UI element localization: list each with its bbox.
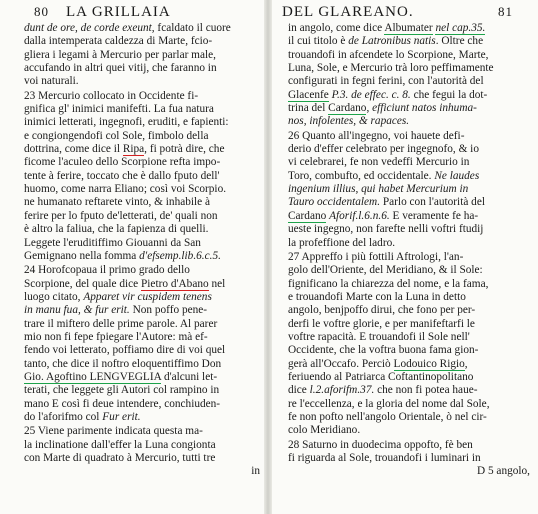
text-segment: Non poffo pene- (129, 304, 208, 317)
text-line (288, 318, 530, 331)
text-line (288, 358, 530, 371)
text-segment: feriuendo al Patriarca Coftantinopolitano (288, 370, 474, 383)
page-number: 80 (34, 4, 49, 19)
text-line (24, 264, 260, 277)
text-segment: D 5 angolo, (476, 465, 530, 478)
text-line (24, 384, 260, 397)
text-segment: , fi potrà dire, che (144, 143, 225, 156)
text-segment: P.3. de effec. c. 8. (331, 88, 411, 101)
text-line (24, 103, 260, 116)
text-segment: trouandofi in afcendete lo Scorpione, Marte, (288, 48, 489, 61)
text-segment: 26 Quanto all'ingegno, voi hauete defi- (288, 129, 465, 142)
text-line (24, 49, 260, 62)
text-line (24, 250, 260, 263)
text-segment: con Marte di quadrato à Mercurio, tutti tre (24, 452, 216, 464)
text-line (24, 358, 260, 371)
text-segment: luogo citato, (24, 290, 84, 303)
text-segment: dalla intemperata caldezza di Marte, fcio- (24, 35, 213, 48)
text-line (288, 344, 530, 357)
text-segment: golo dell'Oriente, del Meridiano, & il Sole: (288, 264, 483, 277)
text-segment: fcaldato il cuore (154, 22, 231, 34)
text-line (288, 62, 530, 75)
text-line (24, 156, 260, 169)
text-segment: efficiunt natos inhuma- (372, 102, 477, 115)
highlighted-reference: nel cap.35. (435, 22, 486, 34)
highlighted-reference: Pietro d'Abano (141, 277, 209, 290)
text-segment: Parlo con l'autorità del (380, 196, 485, 209)
text-line (288, 291, 530, 304)
text-segment: derfi le voftre glorie, e per manifeftarfi le (288, 317, 475, 330)
text-line (24, 452, 260, 465)
text-segment: Leggete l'eruditiffimo Giouanni da San (24, 236, 201, 249)
right-page-header (270, 4, 538, 22)
text-segment: nos, infolentes, & rapaces. (288, 115, 410, 128)
text-segment: Gemignano nella fomma (24, 249, 140, 262)
text-line (288, 264, 530, 277)
text-line (24, 411, 260, 424)
text-segment: re l'eccellenza, e la gloria del nome dal Sole, (288, 397, 490, 410)
text-segment: inimici letterati, ingegnofi, eruditi, e fapienti: (24, 116, 229, 129)
text-segment: d'efsemp.lib.6.c.5. (139, 249, 221, 262)
text-line (288, 89, 530, 102)
text-line (24, 439, 260, 452)
text-line (288, 223, 530, 236)
text-segment: che non fi potea haue- (374, 384, 478, 397)
catchword-line (288, 465, 530, 478)
text-segment: derio d'effer celebrato per ingegnofo, & io (288, 143, 479, 156)
left-page (0, 0, 266, 514)
text-segment: dice (288, 384, 310, 397)
text-segment: do l'aforifmo col (24, 410, 103, 423)
text-segment: il cui titolo è (288, 35, 349, 48)
left-page-body (24, 22, 260, 479)
text-line (288, 75, 530, 88)
text-line (24, 196, 260, 209)
text-segment: tente à ferire, toccato che è dallo fputo dell' (24, 169, 220, 182)
text-segment: . Oltre che (435, 35, 484, 48)
text-segment: trare il miftero delle prime parole. Al parer (24, 317, 218, 330)
running-head: LA GRILLAIA (66, 4, 171, 20)
text-segment: 27 Appreffo i più fottili Aftrologi, l'an- (288, 250, 464, 263)
text-line (24, 143, 260, 156)
highlighted-reference: Gio. Agoftino LENGVEGLIA (24, 370, 162, 383)
left-page-header (0, 4, 266, 22)
text-segment: 25 Viene parimente indicata questa ma- (24, 425, 203, 438)
text-segment: d'alcuni let- (161, 370, 218, 383)
text-segment: Tauro occidentalem. (288, 196, 381, 209)
text-segment: gerà all'Occafo. Perciò (288, 357, 394, 370)
text-line (24, 130, 260, 143)
text-segment: in (251, 465, 260, 478)
text-segment: nel (208, 277, 226, 290)
text-segment: l.2.aforifm.37. (309, 384, 375, 397)
text-segment: ueste ingegno, non farefte nelli voftri ftudij (288, 223, 484, 236)
text-line (24, 183, 260, 196)
text-line (288, 237, 530, 250)
text-line (24, 344, 260, 357)
text-segment: ingenium illius, qui habet Mercurium in (288, 183, 469, 196)
text-segment: gnifica gl' inimici manifefti. La fua natura (24, 103, 214, 116)
text-segment: Ne laudes (434, 169, 480, 182)
text-line (24, 304, 260, 317)
text-line (288, 398, 530, 411)
text-line (288, 183, 530, 196)
text-segment: è altro la faliua, che la fapienza di quelli. (24, 223, 209, 236)
text-line (288, 22, 530, 35)
text-line (288, 331, 530, 344)
text-line (288, 384, 530, 397)
text-segment: in manu fua, & fur erit. (24, 304, 130, 317)
text-segment: Luna, Sole, e Mercurio trà loro peffimamente (288, 62, 494, 75)
text-segment: fe non pofto nell'angolo Orientale, ò nel cir- (288, 410, 487, 423)
text-line (288, 49, 530, 62)
text-segment: de Latronibus natis (348, 35, 436, 48)
text-line (24, 116, 260, 129)
text-line (24, 371, 260, 384)
text-line (24, 331, 260, 344)
text-line (288, 170, 530, 183)
text-line (288, 304, 530, 317)
text-line (288, 210, 530, 223)
text-line (288, 452, 530, 465)
text-segment: gliera i legami à Mercurio per parlar male, (24, 48, 216, 61)
text-segment: E veramente fe ha- (389, 209, 479, 222)
text-segment: , (366, 102, 373, 115)
highlighted-reference: Ripa (122, 143, 145, 156)
text-segment: dunt de ore, de corde exeunt, (24, 22, 155, 34)
text-segment: Toro, combufto, ed occidentale. (288, 169, 435, 182)
text-segment: Aforif.l.6.n.6. (329, 209, 390, 222)
highlighted-reference: Albumater (384, 22, 433, 34)
text-line (24, 318, 260, 331)
text-line (288, 102, 530, 115)
text-line (288, 130, 530, 143)
running-head: DEL GLAREANO. (282, 4, 414, 20)
text-line (288, 439, 530, 452)
text-line (24, 291, 260, 304)
text-segment: la profeffione del ladro. (288, 236, 396, 249)
text-line (288, 371, 530, 384)
text-segment: vi celebrarei, fe non vedeffi Mercurio in (288, 156, 470, 169)
text-segment: angolo, benjpoffo dirui, che fono per per- (288, 304, 476, 317)
text-segment: Occidente, che la voftra buona fama gion- (288, 344, 479, 357)
text-segment: configurati in fegni ferini, con l'autorità del (288, 75, 484, 88)
text-segment: Scorpione, del quale dice (24, 277, 142, 290)
text-segment: 23 Mercurio collocato in Occidente fi- (24, 89, 199, 102)
text-segment: Fur erit. (102, 410, 141, 423)
highlighted-reference: Cardano (288, 209, 327, 222)
highlighted-reference: Cardano (328, 102, 367, 115)
text-segment: 24 Horofcopaua il primo grado dello (24, 264, 190, 277)
text-segment: ficome l'aculeo dello Scorpione refta impo- (24, 156, 221, 169)
text-line (24, 425, 260, 438)
text-segment: che fegui la dot- (410, 88, 488, 101)
text-line (288, 411, 530, 424)
text-line (24, 75, 260, 88)
text-line (24, 210, 260, 223)
text-line (24, 398, 260, 411)
text-segment: e trouandofi Marte con la Luna in detto (288, 290, 466, 303)
text-line (24, 90, 260, 103)
text-segment: dottrina, come dice il (24, 143, 123, 156)
text-line (288, 424, 530, 437)
text-line (24, 35, 260, 48)
text-segment: fignificano la chiarezza del nome, e la fama, (288, 277, 489, 290)
text-line (288, 156, 530, 169)
catchword-line (24, 465, 260, 478)
text-segment: terati, che leggete gli Autori col rampino in (24, 384, 220, 397)
text-line (24, 62, 260, 75)
text-line (288, 278, 530, 291)
text-line (288, 143, 530, 156)
text-segment: fendo voi letterato, poffiamo dire di voi quel (24, 344, 226, 357)
highlighted-reference: Lodouico Rigio (393, 357, 465, 370)
text-segment: accufando in altri quei vitij, che faranno in (24, 62, 217, 75)
text-segment: Apparet vir cuspidem tenens (83, 290, 212, 303)
text-line (24, 278, 260, 291)
text-segment: 28 Saturno in duodecima oppofto, fè ben (288, 438, 473, 451)
text-segment: voi naturali. (24, 75, 79, 88)
text-segment: mio non fi fepe fpiegare l'Autore: mà ef- (24, 330, 208, 343)
text-line (24, 22, 260, 35)
highlighted-reference: Glacenfe (288, 88, 329, 101)
text-segment: voftre rapacità. E trouandofi il Sole nell' (288, 330, 470, 343)
text-segment: fi riguarda al Sole, trouandofi i luminari in (288, 452, 481, 464)
text-segment: , (464, 357, 468, 370)
text-segment: la inclinatione dall'effer la Luna congionta (24, 438, 216, 451)
text-segment: mano E così fi deue intendere, conchiuden- (24, 397, 221, 410)
text-segment: trina del (288, 102, 329, 115)
text-segment: e congiongendofi col Sole, fimbolo della (24, 129, 209, 142)
text-segment: ferire per lo fputo de'letterati, de' quali non (24, 209, 218, 222)
text-segment: tanto, che dice il noftro eloquentiffimo Don (24, 357, 222, 370)
text-line (24, 170, 260, 183)
text-segment: colo Meridiano. (288, 424, 361, 437)
text-line (288, 251, 530, 264)
right-page (270, 0, 538, 514)
text-line (288, 35, 530, 48)
page-number: 81 (498, 4, 513, 19)
text-line (24, 223, 260, 236)
text-line (24, 237, 260, 250)
text-line (288, 115, 530, 128)
text-segment: in angolo, come dice (288, 22, 385, 34)
text-line (288, 196, 530, 209)
right-page-body (288, 22, 530, 479)
text-segment: huomo, come narra Eliano; così voi Scorpio. (24, 183, 227, 196)
text-segment: ne humanato reftarete vinto, & inhabile à (24, 196, 211, 209)
